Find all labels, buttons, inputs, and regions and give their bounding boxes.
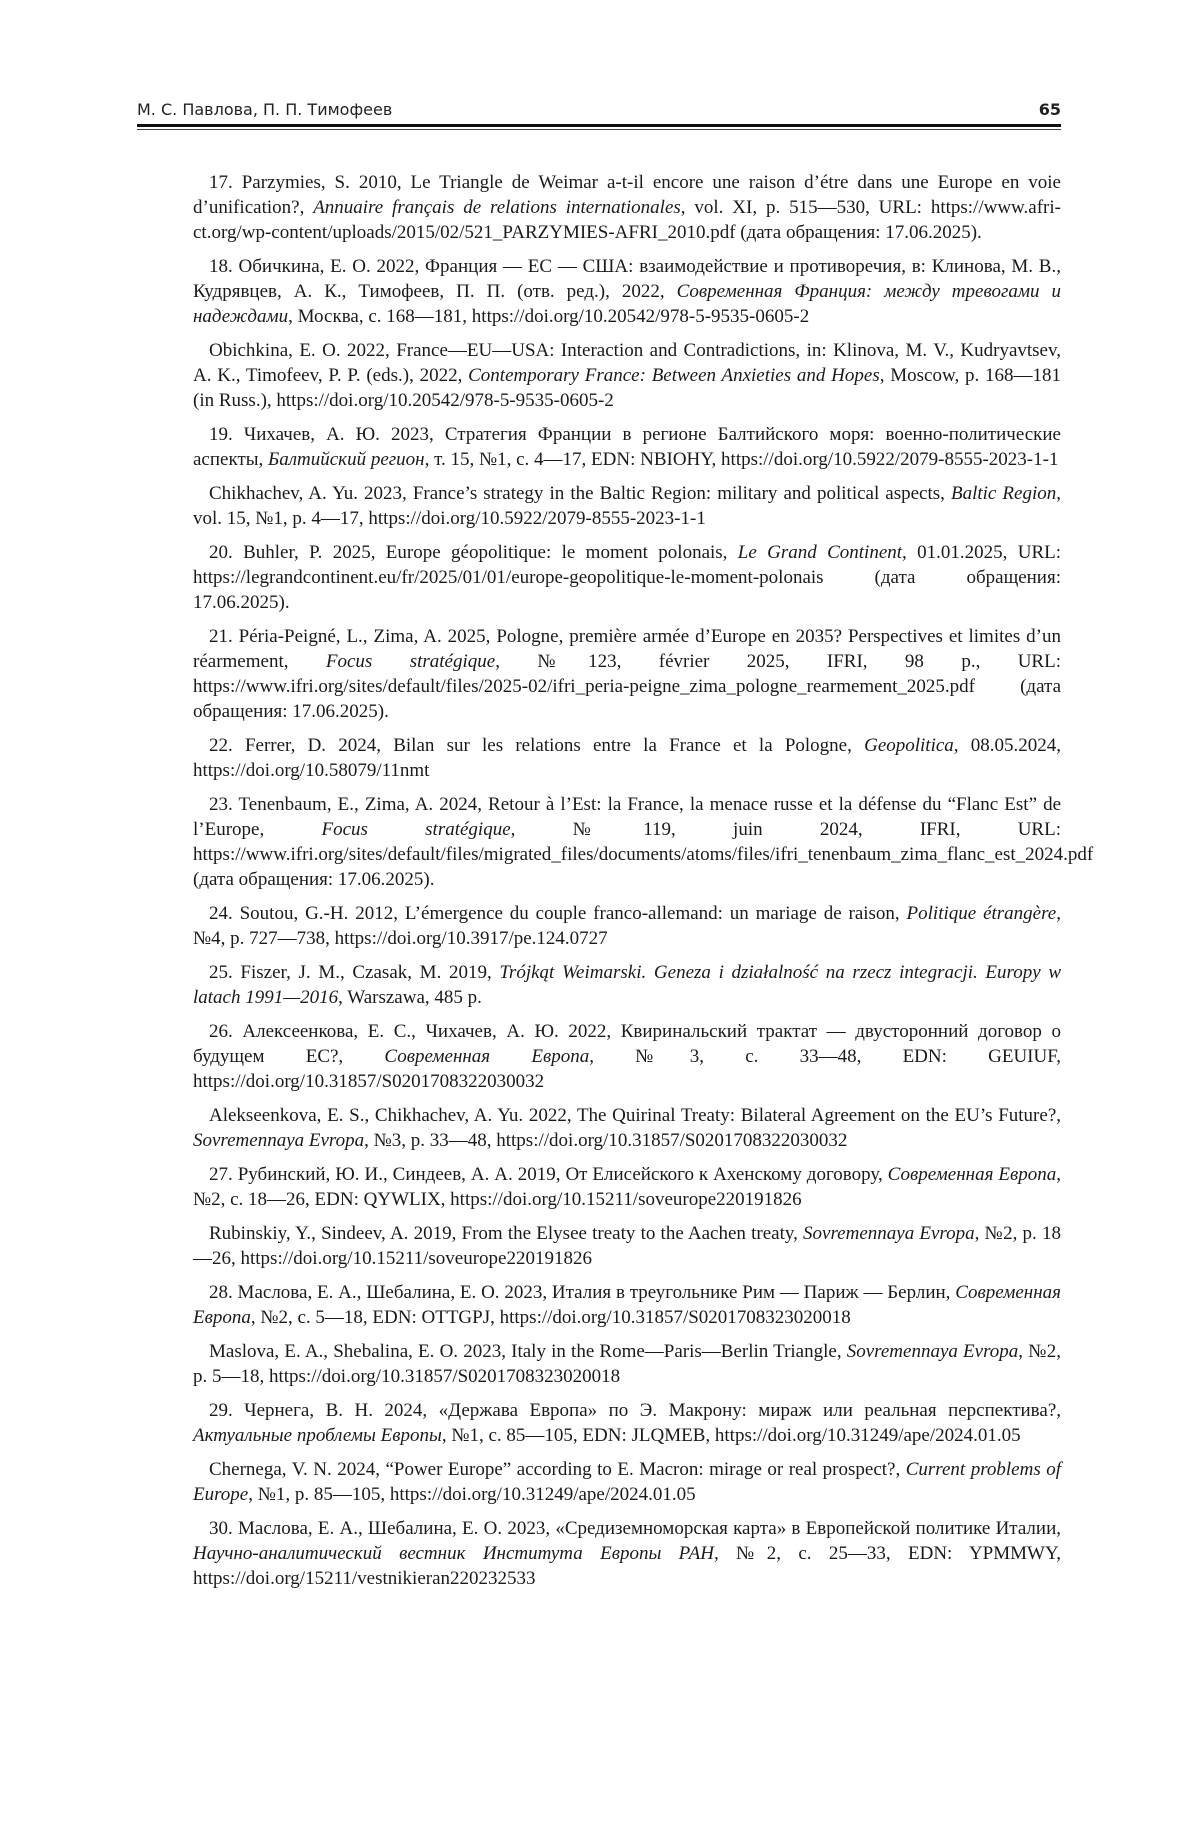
reference-entry	[193, 1103, 1061, 1153]
reference-source-title: Focus stratégique	[321, 819, 510, 840]
reference-text: Obichkina, E. O. 2022, France—EU—USA: Interaction and Contradictions, in: Klinova, M. V., Kudryavtsev, A. K., Timofeev, P. P. (eds.), 2022,	[193, 340, 1061, 386]
reference-entry	[193, 1516, 1061, 1591]
reference-text: Rubinskiy, Y., Sindeev, A. 2019, From the Elysee treaty to the Aachen treaty,	[209, 1223, 803, 1244]
reference-text: 28. Маслова, Е. А., Шебалина, Е. О. 2023, Италия в треугольнике Рим — Париж — Берлин,	[209, 1282, 955, 1303]
reference-text: , №2, с. 25—33, EDN: YPMMWY, https://doi.org/15211/vestnikieran220232533	[193, 1543, 1061, 1589]
reference-entry	[193, 1457, 1061, 1507]
running-header	[137, 98, 1061, 122]
reference-text: , №119, juin 2024, IFRI, URL: https://www.ifri.org/sites/default/files/migrated_files/documents/atoms/files/ifri_tenenbaum_zima_flanc_est_2024.pdf (дата обращения: 17.06.2025).	[193, 819, 1093, 890]
reference-text: , vol. 15, №1, p. 4—17, https://doi.org/10.5922/2079-8555-2023-1-1	[193, 483, 1061, 529]
running-header-authors: М. С. Павлова, П. П. Тимофеев	[137, 100, 392, 119]
reference-text: 30. Маслова, Е. А., Шебалина, Е. О. 2023, «Средиземноморская карта» в Европейской политике Италии,	[209, 1518, 1061, 1539]
reference-text: , №4, p. 727—738, https://doi.org/10.3917/pe.124.0727	[193, 903, 1061, 949]
reference-text: 17. Parzymies, S. 2010, Le Triangle de Weimar a-t-il encore une raison d’étre dans une Europe en voie d’unification?,	[193, 172, 1061, 218]
reference-source-title: Current problems of Europe	[193, 1459, 1061, 1505]
reference-source-title: Балтийский регион	[268, 449, 425, 470]
reference-source-title: Politique étrangère	[907, 903, 1057, 924]
reference-text: 27. Рубинский, Ю. И., Синдеев, А. А. 2019, От Елисейского к Ахенскому договору,	[209, 1164, 888, 1185]
reference-entry	[193, 422, 1061, 472]
header-rule-thick	[137, 124, 1061, 127]
reference-entry	[193, 1162, 1061, 1212]
reference-entry	[193, 624, 1061, 724]
reference-entry	[193, 481, 1061, 531]
reference-list	[193, 170, 1061, 1600]
reference-entry	[193, 338, 1061, 413]
reference-source-title: Актуальные проблемы Европы	[193, 1425, 442, 1446]
journal-page	[0, 0, 1200, 1835]
reference-text: , №3, p. 33—48, https://doi.org/10.31857/S0201708322030032	[364, 1130, 847, 1151]
reference-text: 21. Péria-Peigné, L., Zima, A. 2025, Pologne, première armée d’Europe en 2035? Perspectives et limites d’un réarmement,	[193, 626, 1061, 672]
reference-text: , №2, с. 18—26, EDN: QYWLIX, https://doi.org/10.15211/soveurope220191826	[193, 1164, 1061, 1210]
reference-text: Maslova, E. A., Shebalina, E. O. 2023, Italy in the Rome—Paris—Berlin Triangle,	[209, 1341, 847, 1362]
reference-source-title: Le Grand Continent	[738, 542, 902, 563]
reference-text: Chernega, V. N. 2024, “Power Europe” according to E. Macron: mirage or real prospect?,	[209, 1459, 906, 1480]
reference-entry	[193, 1019, 1061, 1094]
reference-entry	[193, 254, 1061, 329]
reference-text: , vol. XI, p. 515—530, URL: https://www.afri-ct.org/wp-content/uploads/2015/02/521_PARZYMIES-AFRI_2010.pdf (дата обращения: 17.06.2025).	[193, 197, 1061, 243]
reference-text: 29. Чернега, В. Н. 2024, «Держава Европа» по Э. Макрону: мираж или реальная перспектива?,	[209, 1400, 1061, 1421]
reference-entry	[193, 170, 1061, 245]
reference-text: 18. Обичкина, Е. О. 2022, Франция — ЕС — США: взаимодействие и противоречия, в: Клинова, М. В., Кудрявцев, А. К., Тимофеев, П. П. (отв. ред.), 2022,	[193, 256, 1061, 302]
reference-source-title: Современная Европа	[384, 1046, 589, 1067]
page-number: 65	[1039, 100, 1061, 119]
reference-source-title: Современная Европа	[193, 1282, 1061, 1328]
reference-entry	[193, 960, 1061, 1010]
reference-source-title: Annuaire français de relations internationales	[313, 197, 681, 218]
reference-text: 19. Чихачев, А. Ю. 2023, Стратегия Франции в регионе Балтийского моря: военно-политические аспекты,	[193, 424, 1061, 470]
reference-text: 22. Ferrer, D. 2024, Bilan sur les relations entre la France et la Pologne,	[209, 735, 864, 756]
reference-text: , №2, p. 5—18, https://doi.org/10.31857/S0201708323020018	[193, 1341, 1061, 1387]
reference-text: Alekseenkova, E. S., Chikhachev, A. Yu. 2022, The Quirinal Treaty: Bilateral Agreement on the EU’s Future?,	[209, 1105, 1061, 1126]
reference-text: , №1, с. 85—105, EDN: JLQMEB, https://doi.org/10.31249/ape/2024.01.05	[442, 1425, 1021, 1446]
reference-text: , №2, p. 18—26, https://doi.org/10.15211/soveurope220191826	[193, 1223, 1061, 1269]
reference-source-title: Baltic Region	[951, 483, 1056, 504]
reference-text: , 01.01.2025, URL: https://legrandcontinent.eu/fr/2025/01/01/europe-geopolitique-le-moment-polonais (дата обращения: 17.06.2025).	[193, 542, 1061, 613]
reference-source-title: Sovremennaya Evropa	[847, 1341, 1019, 1362]
reference-text: , Moscow, p. 168—181 (in Russ.), https://doi.org/10.20542/978-5-9535-0605-2	[193, 365, 1061, 411]
reference-source-title: Современная Европа	[888, 1164, 1057, 1185]
reference-source-title: Geopolitica	[864, 735, 954, 756]
reference-source-title: Trójkąt Weimarski. Geneza i działalność na rzecz integracji. Europy w latach 1991—2016	[193, 962, 1061, 1008]
reference-source-title: Sovremennaya Evropa	[803, 1223, 975, 1244]
reference-entry	[193, 1339, 1061, 1389]
header-rule-thin	[137, 129, 1061, 130]
reference-text: , 08.05.2024, https://doi.org/10.58079/11nmt	[193, 735, 1061, 781]
reference-text: , №1, p. 85—105, https://doi.org/10.31249/ape/2024.01.05	[248, 1484, 695, 1505]
reference-source-title: Sovremennaya Evropa	[193, 1130, 364, 1151]
reference-text: , Warszawa, 485 p.	[338, 987, 482, 1008]
reference-text: 23. Tenenbaum, E., Zima, A. 2024, Retour à l’Est: la France, la menace russe et la défense du “Flanc Est” de l’Europe,	[193, 794, 1061, 840]
reference-source-title: Научно-аналитический вестник Института Европы РАН	[193, 1543, 714, 1564]
reference-entry	[193, 1221, 1061, 1271]
reference-text: 26. Алексеенкова, Е. С., Чихачев, А. Ю. 2022, Квиринальский трактат — двусторонний договор о будущем ЕС?,	[193, 1021, 1061, 1067]
reference-text: 24. Soutou, G.-H. 2012, L’émergence du couple franco-allemand: un mariage de raison,	[209, 903, 907, 924]
reference-text: 25. Fiszer, J. M., Czasak, M. 2019,	[209, 962, 499, 983]
reference-entry	[193, 1398, 1061, 1448]
reference-source-title: Focus stratégique	[326, 651, 495, 672]
reference-entry	[193, 792, 1061, 892]
reference-text: 20. Buhler, P. 2025, Europe géopolitique: le moment polonais,	[209, 542, 738, 563]
reference-list-body	[193, 170, 1061, 1591]
reference-text: , №2, с. 5—18, EDN: OTTGPJ, https://doi.org/10.31857/S0201708323020018	[251, 1307, 851, 1328]
reference-source-title: Contemporary France: Between Anxieties and Hopes	[468, 365, 880, 386]
reference-entry	[193, 901, 1061, 951]
reference-text: , №123, février 2025, IFRI, 98 p., URL: https://www.ifri.org/sites/default/files/2025-02/ifri_peria-peigne_zima_pologne_rearmement_2025.pdf (дата обращения: 17.06.2025).	[193, 651, 1061, 722]
reference-entry	[193, 1280, 1061, 1330]
reference-text: Chikhachev, A. Yu. 2023, France’s strategy in the Baltic Region: military and political aspects,	[209, 483, 951, 504]
reference-text: , Москва, с. 168—181, https://doi.org/10.20542/978-5-9535-0605-2	[288, 306, 809, 327]
reference-text: , №3, с. 33—48, EDN: GEUIUF, https://doi.org/10.31857/S0201708322030032	[193, 1046, 1061, 1092]
reference-text: , т. 15, №1, с. 4—17, EDN: NBIOHY, https://doi.org/10.5922/2079-8555-2023-1-1	[425, 449, 1059, 470]
reference-source-title: Современная Франция: между тревогами и надеждами	[193, 281, 1061, 327]
reference-entry	[193, 540, 1061, 615]
reference-entry	[193, 733, 1061, 783]
